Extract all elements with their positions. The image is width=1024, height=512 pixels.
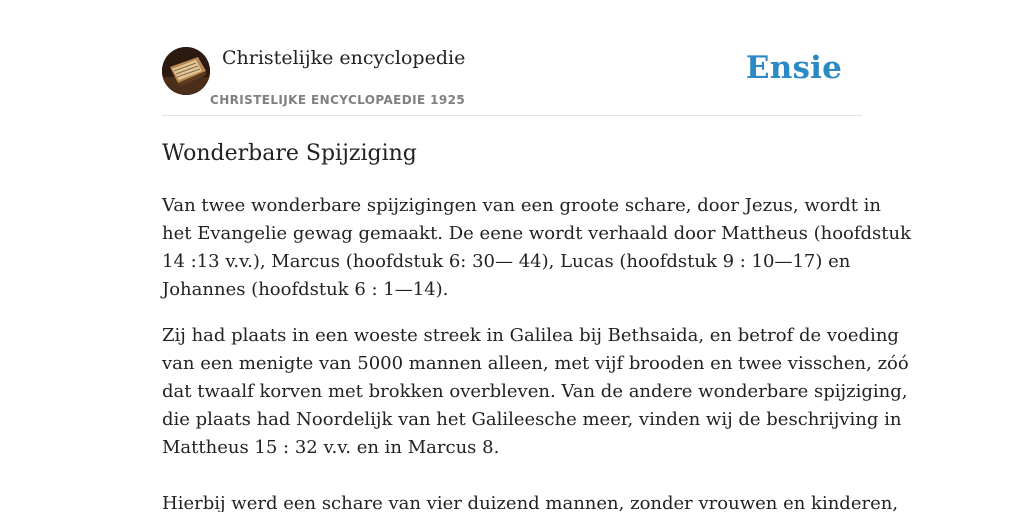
paragraph-line: Hierbij werd een schare van vier duizend mannen, zonder vrouwen en kinderen, [162,493,899,512]
paragraph-line: Johannes (hoofdstuk 6 : 1—14). [162,279,449,300]
source-header [162,46,862,116]
page-title: Wonderbare Spijziging [162,141,417,166]
book-photo-icon [162,47,210,95]
article-body [162,192,912,512]
paragraph-2 [162,322,909,462]
paragraph-line: dat twaalf korven met brokken overbleven. Van de andere wonderbare spijziging, [162,381,908,402]
paragraph-line: Zij had plaats in een woeste streek in Galilea bij Bethsaida, en betrof de voeding [162,325,899,346]
paragraph-line: het Evangelie gewag gemaakt. De eene wordt verhaald door Mattheus (hoofdstuk [162,223,912,244]
paragraph-line: Van twee wonderbare spijzigingen van een groote schare, door Jezus, wordt in [162,195,882,216]
paragraph-line: die plaats had Noordelijk van het Galileesche meer, vinden wij de beschrijving in [162,409,902,430]
paragraph-line: van een menigte van 5000 mannen alleen, met vijf brooden en twee visschen, zóó [162,353,909,374]
header-divider [162,115,862,116]
paragraph-1 [162,192,912,304]
source-name[interactable]: Christelijke encyclopedie [222,47,466,69]
source-subtitle[interactable]: CHRISTELIJKE ENCYCLOPAEDIE 1925 [210,93,466,107]
paragraph-line: Mattheus 15 : 32 v.v. en in Marcus 8. [162,437,500,458]
brand-logo[interactable]: Ensie [745,50,842,86]
paragraph-line: 14 :13 v.v.), Marcus (hoofdstuk 6: 30— 44), Lucas (hoofdstuk 9 : 10—17) en [162,251,851,272]
source-avatar[interactable] [162,47,210,95]
paragraph-3 [162,490,899,512]
